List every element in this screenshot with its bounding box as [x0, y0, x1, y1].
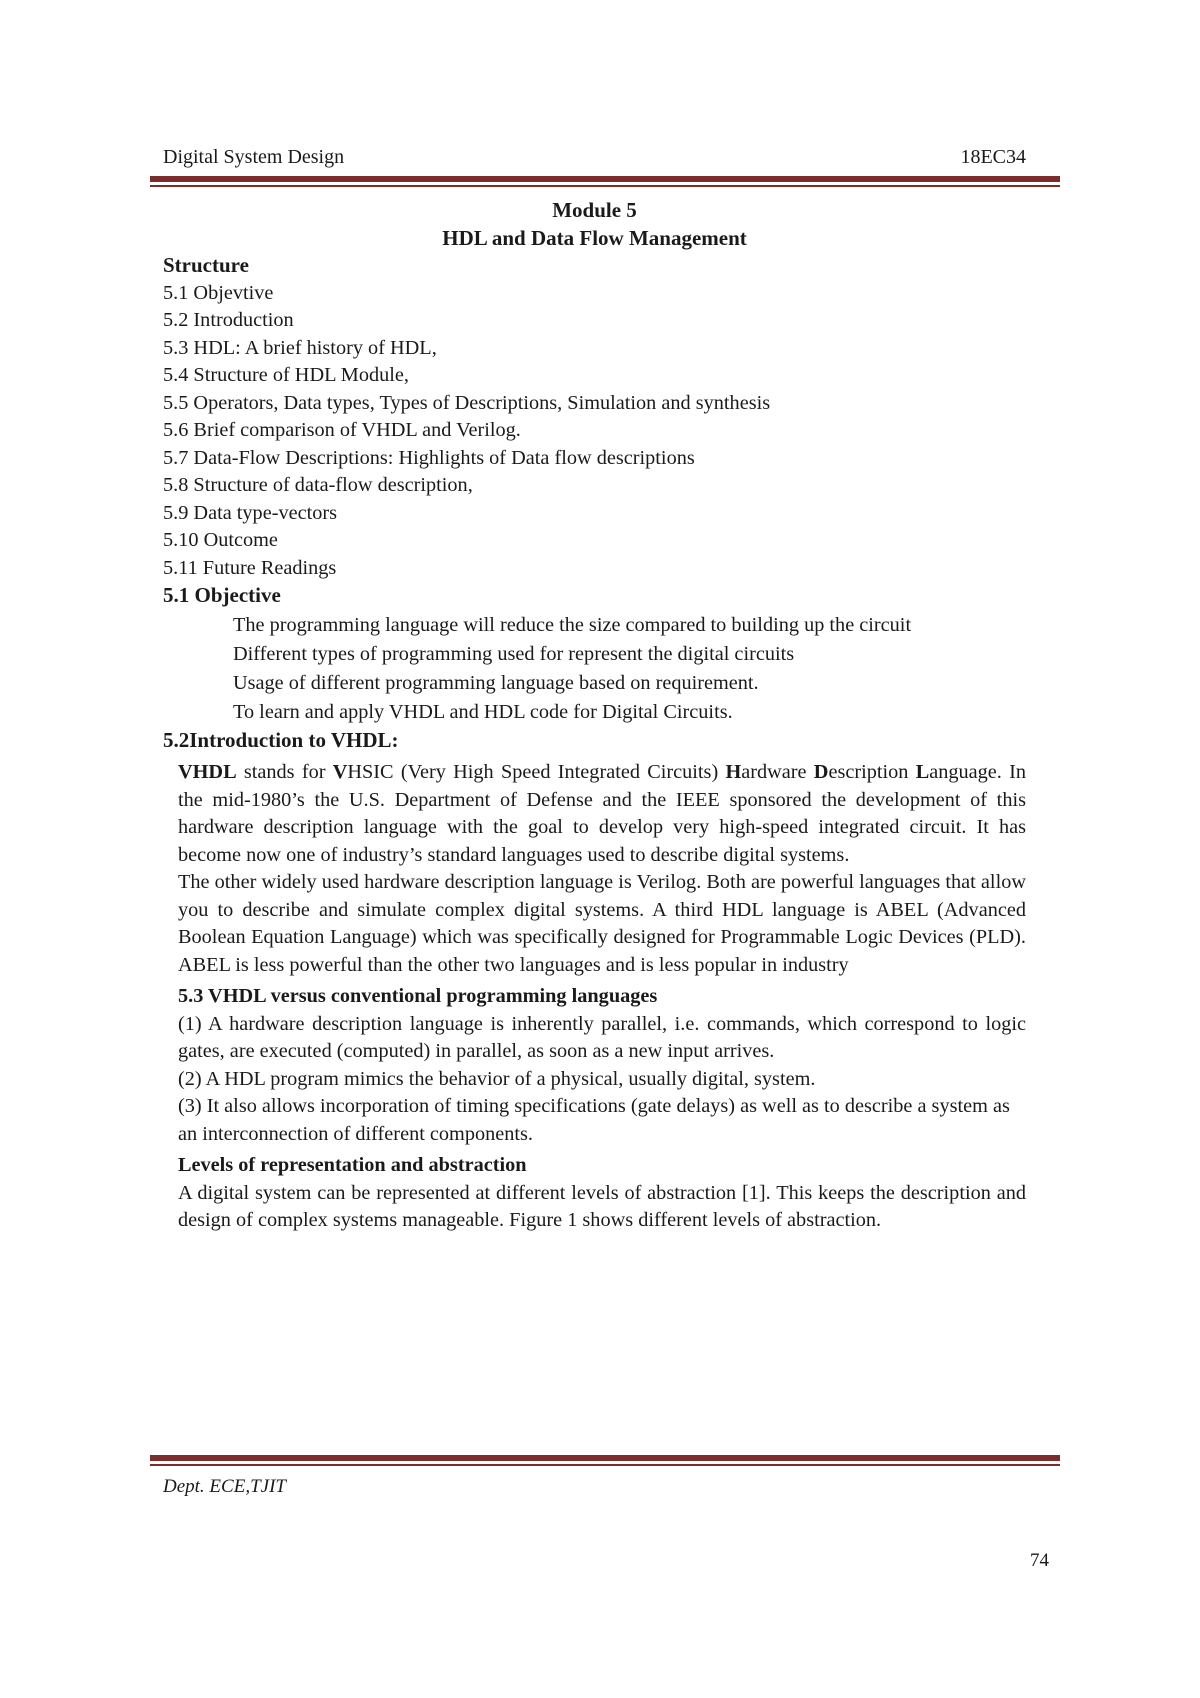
levels-paragraph: A digital system can be represented at different levels of abstraction [1]. This keeps the description and design of complex systems manageable. Figure 1 shows different levels of abstraction.: [178, 1181, 1026, 1231]
objective-item: Usage of different programming language based on requirement.: [233, 671, 759, 694]
department-footer: Dept. ECE,TJIT: [163, 1476, 286, 1497]
objective-list: [163, 611, 1026, 727]
module-subtitle: HDL and Data Flow Management: [442, 225, 747, 250]
versus-item: (3) It also allows incorporation of timing specifications (gate delays) as well as to describe a system as an interconnection of different components.: [178, 1095, 1010, 1145]
page-number: 74: [1030, 1550, 1049, 1571]
structure-list: [163, 280, 1026, 583]
footer-divider: [150, 1455, 1060, 1466]
course-title: Digital System Design: [163, 146, 345, 168]
course-code: 18EC34: [960, 146, 1026, 168]
page-header: [163, 145, 1026, 169]
structure-item: 5.6 Brief comparison of VHDL and Verilog.: [163, 419, 521, 441]
hdl-languages-paragraph: The other widely used hardware description language is Verilog. Both are powerful languages that allow you to describe and simulate complex digital systems. A third HDL language is ABEL (Advanced Boolean Equation Language) which was specifically designed for Programmable Logic Devices (PLD). ABEL is less powerful than the other two languages and is less popular in industry: [178, 871, 1026, 976]
versus-item: (1) A hardware description language is inherently parallel, i.e. commands, which correspond to logic gates, are executed (computed) in parallel, as soon as a new input arrives.: [178, 1012, 1026, 1062]
objective-item: To learn and apply VHDL and HDL code for Digital Circuits.: [233, 700, 733, 723]
structure-item: 5.3 HDL: A brief history of HDL,: [163, 336, 437, 359]
objective-item: Different types of programming used for represent the digital circuits: [233, 642, 795, 665]
introduction-body: [163, 759, 1026, 1235]
versus-item: (2) A HDL program mimics the behavior of a physical, usually digital, system.: [178, 1067, 816, 1090]
page-content: [163, 197, 1026, 1235]
objective-heading: 5.1 Objective: [163, 583, 281, 607]
structure-item: 5.11 Future Readings: [163, 556, 337, 579]
vhdl-definition-paragraph: VHDL stands for VHSIC (Very High Speed Integrated Circuits) Hardware Description Language. In the mid-1980’s the U.S. Department of Defense and the IEEE sponsored the development of this hardware description language with the goal to develop very high-speed integrated circuit. It has become now one of industry’s standard languages used to describe digital systems.: [178, 761, 1027, 866]
structure-item: 5.5 Operators, Data types, Types of Descriptions, Simulation and synthesis: [163, 391, 771, 414]
structure-item: 5.7 Data-Flow Descriptions: Highlights of Data flow descriptions: [163, 446, 695, 469]
structure-item: 5.10 Outcome: [163, 529, 278, 551]
objective-item: The programming language will reduce the size compared to building up the circuit: [233, 613, 912, 636]
structure-heading: Structure: [163, 253, 249, 277]
structure-item: 5.2 Introduction: [163, 309, 294, 331]
header-divider: [150, 176, 1060, 187]
introduction-heading: 5.2Introduction to VHDL:: [163, 727, 399, 752]
structure-item: 5.4 Structure of HDL Module,: [163, 364, 409, 386]
module-title: Module 5: [552, 198, 637, 222]
structure-item: 5.8 Structure of data-flow description,: [163, 474, 473, 496]
structure-item: 5.9 Data type-vectors: [163, 501, 338, 524]
versus-heading: 5.3 VHDL versus conventional programming languages: [178, 985, 658, 1007]
structure-item: 5.1 Objevtive: [163, 281, 274, 304]
levels-heading: Levels of representation and abstraction: [178, 1154, 527, 1176]
